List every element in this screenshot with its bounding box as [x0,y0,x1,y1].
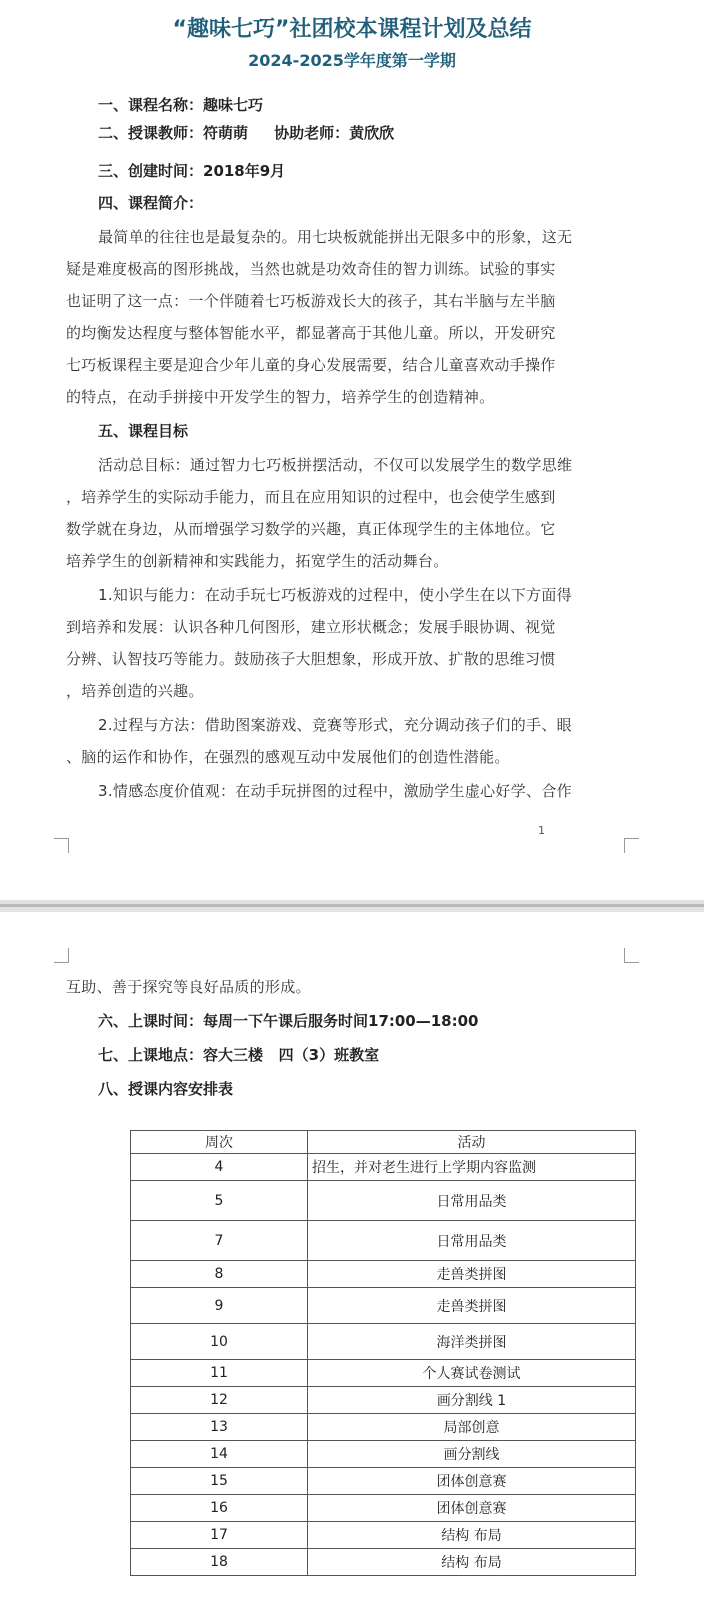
continued-line: 互助、善于探究等良好品质的形成。 [66,978,311,996]
activity-cell: 日常用品类 [308,1181,636,1221]
intro-line: 疑是难度极高的图形挑战，当然也就是功效奇佳的智力训练。试验的事实 [66,260,556,278]
table-row [131,1288,636,1324]
week-cell: 17 [131,1522,308,1549]
intro-line: 最简单的往往也是最复杂的。用七块板就能拼出无限多中的形象，这无 [98,228,573,246]
activity-cell: 团体创意赛 [308,1468,636,1495]
created-time: 三、创建时间：2018年9月 [98,162,286,180]
goal-line: 培养学生的创新精神和实践能力，拓宽学生的活动舞台。 [66,552,449,570]
table-row [131,1324,636,1360]
activity-cell: 画分割线 1 [308,1387,636,1414]
activity-cell: 招生，并对老生进行上学期内容监测 [308,1154,636,1181]
table-row [131,1522,636,1549]
activity-cell: 走兽类拼图 [308,1288,636,1324]
week-cell: 11 [131,1360,308,1387]
table-row [131,1261,636,1288]
table-row [131,1154,636,1181]
activity-cell: 走兽类拼图 [308,1261,636,1288]
goal-line: 分辨、认智技巧等能力。鼓励孩子大胆想象，形成开放、扩散的思维习惯 [66,650,556,668]
activity-cell: 局部创意 [308,1414,636,1441]
activity-cell: 团体创意赛 [308,1495,636,1522]
intro-line: 也证明了这一点：一个伴随着七巧板游戏长大的孩子，其右半脑与左半脑 [66,292,556,310]
table-row [131,1360,636,1387]
goal-line: 活动总目标：通过智力七巧板拼摆活动，不仅可以发展学生的数学思维 [98,456,573,474]
intro-heading: 四、课程简介： [98,194,204,212]
week-cell: 9 [131,1288,308,1324]
activity-cell: 日常用品类 [308,1221,636,1261]
intro-line: 的特点，在动手拼接中开发学生的智力，培养学生的创造精神。 [66,388,495,406]
week-cell: 13 [131,1414,308,1441]
activity-cell: 结构 布局 [308,1522,636,1549]
goal-line: 到培养和发展：认识各种几何图形，建立形状概念；发展手眼协调、视觉 [66,618,556,636]
table-row [131,1181,636,1221]
week-cell: 14 [131,1441,308,1468]
page-number: 1 [538,824,545,837]
page-corner-mark [54,838,69,853]
page-corner-mark [624,948,639,963]
activity-cell: 海洋类拼图 [308,1324,636,1360]
week-cell: 5 [131,1181,308,1221]
week-cell: 12 [131,1387,308,1414]
goals-heading: 五、课程目标 [98,422,189,440]
class-time: 六、上课时间：每周一下午课后服务时间17:00—18:00 [98,1012,479,1030]
class-location: 七、上课地点：容大三楼 四（3）班教室 [98,1046,380,1064]
course-name: 一、课程名称：趣味七巧 [98,96,264,114]
document-subtitle: 2024-2025学年度第一学期 [248,51,456,70]
goal-line: 3.情感态度价值观：在动手玩拼图的过程中，激励学生虚心好学、合作 [98,782,572,800]
week-column-header: 周次 [131,1131,308,1154]
goal-line: 、脑的运作和协作，在强烈的感观互动中发展他们的创造性潜能。 [66,748,510,766]
table-row [131,1441,636,1468]
schedule-table-heading: 八、授课内容安排表 [98,1080,234,1098]
week-cell: 10 [131,1324,308,1360]
table-row [131,1468,636,1495]
week-cell: 4 [131,1154,308,1181]
intro-line: 七巧板课程主要是迎合少年儿童的身心发展需要，结合儿童喜欢动手操作 [66,356,556,374]
teachers: 二、授课教师：符萌萌 协助老师：黄欣欣 [98,124,395,142]
activity-cell: 画分割线 [308,1441,636,1468]
table-row [131,1414,636,1441]
table-row [131,1495,636,1522]
table-row [131,1387,636,1414]
page-corner-mark [54,948,69,963]
table-header-row [131,1131,636,1154]
goal-line: 2.过程与方法：借助图案游戏、竞赛等形式，充分调动孩子们的手、眼 [98,716,572,734]
goal-line: ，培养创造的兴趣。 [66,682,204,700]
goal-line: 数学就在身边，从而增强学习数学的兴趣，真正体现学生的主体地位。它 [66,520,556,538]
goal-line: 1.知识与能力：在动手玩七巧板游戏的过程中，使小学生在以下方面得 [98,586,572,604]
page-corner-mark [624,838,639,853]
activity-cell: 结构 布局 [308,1549,636,1576]
table-row [131,1549,636,1576]
schedule-table [130,1130,636,1576]
week-cell: 18 [131,1549,308,1576]
week-cell: 16 [131,1495,308,1522]
activity-column-header: 活动 [308,1131,636,1154]
page-separator-line [0,904,704,907]
week-cell: 8 [131,1261,308,1288]
goal-line: ，培养学生的实际动手能力，而且在应用知识的过程中，也会使学生感到 [66,488,556,506]
activity-cell: 个人赛试卷测试 [308,1360,636,1387]
week-cell: 7 [131,1221,308,1261]
intro-line: 的均衡发达程度与整体智能水平，都显著高于其他儿童。所以，开发研究 [66,324,556,342]
document-title: “趣味七巧”社团校本课程计划及总结 [172,17,532,42]
table-row [131,1221,636,1261]
week-cell: 15 [131,1468,308,1495]
